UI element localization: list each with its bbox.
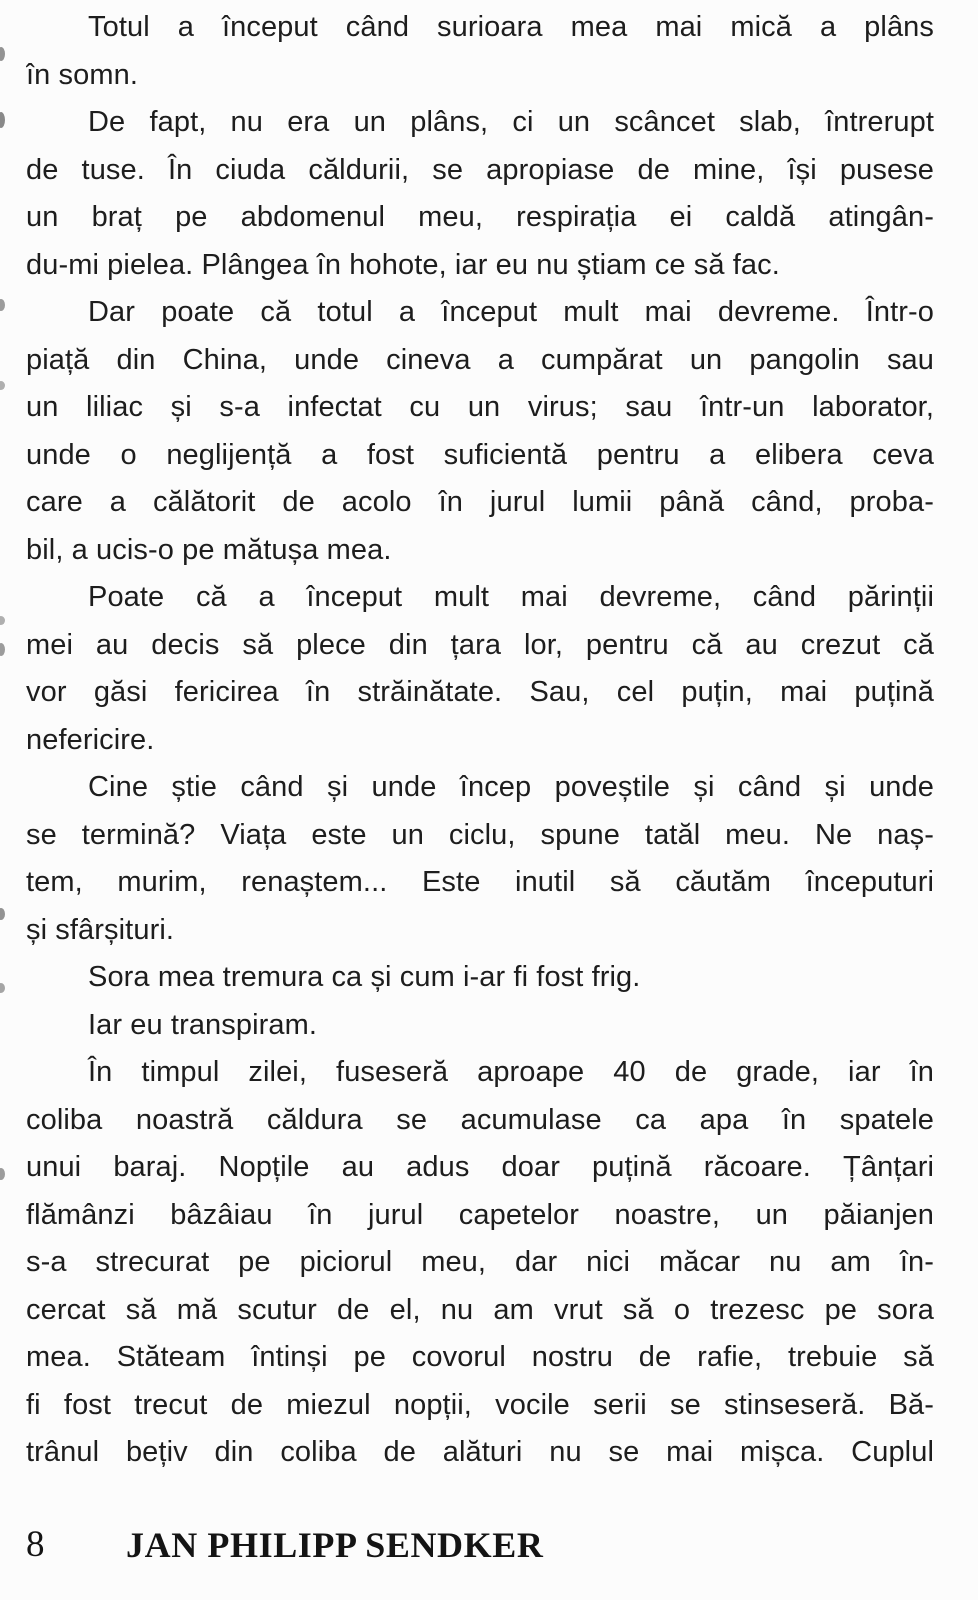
text-line: flămânzi bâzâiau în jurul capetelor noastre, un păianjen xyxy=(26,1198,934,1231)
text-block xyxy=(26,4,934,1477)
text-line: Totul a început când surioara mea mai mică a plâns xyxy=(88,11,934,43)
page-footer xyxy=(26,1523,934,1573)
text-line: care a călătorit de acolo în jurul lumii până când, proba- xyxy=(26,486,934,518)
running-title-author: JAN PHILIPP SENDKER xyxy=(126,1525,544,1565)
text-line: se termină? Viața este un ciclu, spune tatăl meu. Ne naș- xyxy=(26,818,934,851)
scan-artifact xyxy=(0,112,5,128)
text-line: mea. Stăteam întinși pe covorul nostru de rafie, trebuie să xyxy=(26,1341,934,1373)
page-number: 8 xyxy=(26,1524,45,1565)
text-line: s-a strecurat pe piciorul meu, dar nici măcar nu am în- xyxy=(26,1246,934,1278)
text-line: un braț pe abdomenul meu, respirația ei caldă atingân- xyxy=(26,201,934,233)
scan-artifact xyxy=(0,616,5,625)
text-line: nefericire. xyxy=(26,723,155,756)
text-line: fi fost trecut de miezul nopții, vocile serii se stinseseră. Bă- xyxy=(26,1388,934,1421)
scan-artifact xyxy=(0,983,5,993)
text-line: piață din China, unde cineva a cumpărat un pangolin sau xyxy=(26,343,934,376)
text-line: În timpul zilei, fuseseră aproape 40 de grade, iar în xyxy=(88,1056,934,1088)
text-line: cercat să mă scutur de el, nu am vrut să o trezesc pe sora xyxy=(26,1293,934,1326)
text-line: mei au decis să plece din țara lor, pentru că au crezut că xyxy=(26,628,934,661)
text-line: Sora mea tremura ca și cum i-ar fi fost frig. xyxy=(88,961,641,993)
text-line: Dar poate că totul a început mult mai devreme. Într-o xyxy=(88,296,934,328)
text-line: unde o neglijență a fost suficientă pentru a elibera ceva xyxy=(26,438,934,471)
text-line: un liliac și s-a infectat cu un virus; sau într-un laborator, xyxy=(26,391,934,423)
text-line: De fapt, nu era un plâns, ci un scâncet slab, întrerupt xyxy=(88,106,934,138)
text-line: Iar eu transpiram. xyxy=(88,1008,318,1041)
text-line: du-mi pielea. Plângea în hohote, iar eu nu știam ce să fac. xyxy=(26,248,780,281)
text-line: unui baraj. Nopțile au adus doar puțină răcoare. Țânțari xyxy=(26,1151,934,1183)
text-line: Cine știe când și unde încep poveștile și când și unde xyxy=(88,771,934,803)
scan-artifact xyxy=(0,643,5,656)
scan-artifact xyxy=(0,381,5,390)
text-line: vor găsi fericirea în străinătate. Sau, cel puțin, mai puțină xyxy=(26,676,934,708)
text-line: și sfârșituri. xyxy=(26,913,175,946)
text-line: în somn. xyxy=(26,58,139,91)
text-line: trânul bețiv din coliba de alături nu se mai mișca. Cuplul xyxy=(26,1436,934,1468)
text-line: tem, murim, renaștem... Este inutil să căutăm începuturi xyxy=(26,866,934,898)
scan-artifact xyxy=(0,299,5,311)
text-line: coliba noastră căldura se acumulase ca apa în spatele xyxy=(26,1103,934,1136)
text-line: de tuse. În ciuda căldurii, se apropiase de mine, își pusese xyxy=(26,153,934,186)
scan-artifact xyxy=(0,1168,5,1180)
text-line: Poate că a început mult mai devreme, când părinții xyxy=(88,581,934,613)
scan-artifact xyxy=(0,47,5,61)
text-line: bil, a ucis-o pe mătușa mea. xyxy=(26,533,392,566)
scan-artifact xyxy=(0,908,5,920)
